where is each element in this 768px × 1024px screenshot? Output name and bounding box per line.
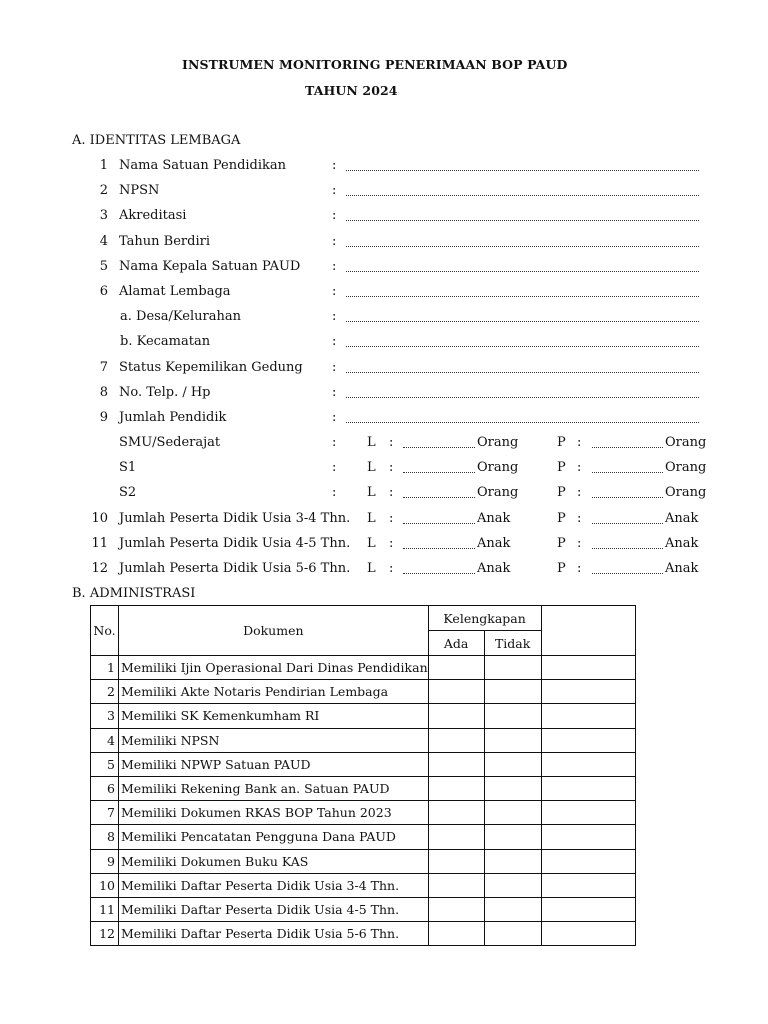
field-number: 6 (99, 284, 108, 299)
male-label: L (367, 435, 376, 450)
field-number: 8 (99, 384, 108, 400)
field-colon: : (332, 233, 337, 249)
tidak-check-cell[interactable] (484, 922, 541, 946)
table-row (91, 849, 636, 873)
document-name: Memiliki Daftar Peserta Didik Usia 5-6 Thn. (119, 922, 429, 946)
fill-in-line[interactable] (346, 170, 699, 171)
field-label: S1 (119, 460, 137, 476)
tidak-check-cell[interactable] (484, 873, 541, 897)
field-label: a. Desa/Kelurahan (120, 309, 241, 325)
fill-in-line[interactable] (346, 372, 699, 373)
field-number: 5 (99, 258, 108, 274)
field-colon: : (389, 510, 394, 526)
table-row (91, 825, 636, 849)
fill-in-line[interactable] (346, 422, 699, 423)
row-number: 8 (91, 825, 119, 849)
field-colon: : (332, 435, 337, 450)
section-a-heading: A. IDENTITAS LEMBAGA (72, 133, 241, 148)
unit-label: Orang (477, 435, 519, 450)
row-number: 11 (91, 897, 119, 921)
tidak-check-cell[interactable] (484, 776, 541, 800)
blank-cell[interactable] (541, 922, 635, 946)
field-label: S2 (119, 485, 137, 501)
field-colon: : (332, 460, 337, 476)
field-colon: : (332, 410, 337, 425)
fill-in-line[interactable] (346, 246, 699, 247)
tidak-check-cell[interactable] (484, 728, 541, 752)
ada-check-cell[interactable] (428, 849, 484, 873)
row-number: 3 (91, 704, 119, 728)
table-row (91, 922, 636, 946)
unit-label: Anak (477, 510, 511, 526)
tidak-check-cell[interactable] (484, 752, 541, 776)
document-name: Memiliki NPSN (119, 728, 429, 752)
unit-label: Orang (665, 435, 707, 450)
section-b-heading: B. ADMINISTRASI (72, 586, 196, 601)
unit-label: Orang (665, 485, 707, 501)
female-label: P (557, 535, 566, 551)
field-label: Jumlah Peserta Didik Usia 3-4 Thn. (119, 510, 351, 526)
female-label: P (557, 460, 566, 476)
female-label: P (557, 561, 566, 576)
field-label: Jumlah Pendidik (119, 410, 227, 425)
ada-check-cell[interactable] (428, 897, 484, 921)
table-row (91, 897, 636, 921)
document-name: Memiliki Daftar Peserta Didik Usia 3-4 Thn. (119, 873, 429, 897)
ada-check-cell[interactable] (428, 656, 484, 680)
document-name: Memiliki Dokumen RKAS BOP Tahun 2023 (119, 801, 429, 825)
table-row (91, 704, 636, 728)
tidak-check-cell[interactable] (484, 825, 541, 849)
field-colon: : (332, 284, 337, 299)
blank-cell[interactable] (541, 680, 635, 704)
column-header-no: No. (91, 606, 119, 656)
column-header-blank (541, 606, 635, 656)
field-colon: : (332, 208, 337, 224)
ada-check-cell[interactable] (428, 752, 484, 776)
field-colon: : (332, 158, 337, 173)
table-row (91, 752, 636, 776)
male-label: L (367, 535, 376, 551)
male-count-line[interactable] (403, 548, 475, 549)
document-name: Memiliki NPWP Satuan PAUD (119, 752, 429, 776)
field-number: 3 (99, 208, 108, 224)
fill-in-line[interactable] (346, 321, 699, 322)
field-number: 11 (91, 535, 108, 551)
row-number: 9 (91, 849, 119, 873)
female-label: P (557, 485, 566, 501)
ada-check-cell[interactable] (428, 922, 484, 946)
page-title: INSTRUMEN MONITORING PENERIMAAN BOP PAUD (182, 57, 568, 72)
field-colon: : (389, 561, 394, 576)
unit-label: Anak (665, 535, 699, 551)
row-number: 4 (91, 728, 119, 752)
field-label: Jumlah Peserta Didik Usia 5-6 Thn. (119, 561, 351, 576)
tidak-check-cell[interactable] (484, 656, 541, 680)
field-label: Status Kepemilikan Gedung (119, 359, 303, 375)
field-colon: : (332, 359, 337, 375)
field-colon: : (332, 384, 337, 400)
field-label: Nama Satuan Pendidikan (119, 158, 287, 173)
blank-cell[interactable] (541, 801, 635, 825)
blank-cell[interactable] (541, 752, 635, 776)
tidak-check-cell[interactable] (484, 704, 541, 728)
ada-check-cell[interactable] (428, 704, 484, 728)
document-name: Memiliki Rekening Bank an. Satuan PAUD (119, 776, 429, 800)
field-colon: : (332, 258, 337, 274)
blank-cell[interactable] (541, 728, 635, 752)
fill-in-line[interactable] (346, 397, 699, 398)
table-row (91, 873, 636, 897)
row-number: 6 (91, 776, 119, 800)
blank-cell[interactable] (541, 656, 635, 680)
field-number: 4 (99, 233, 108, 249)
document-name: Memiliki Dokumen Buku KAS (119, 849, 429, 873)
male-label: L (367, 510, 376, 526)
field-colon: : (577, 435, 582, 450)
row-number: 2 (91, 680, 119, 704)
field-label: Akreditasi (119, 208, 187, 224)
unit-label: Anak (477, 561, 511, 576)
field-number: 9 (99, 410, 108, 425)
field-colon: : (332, 309, 337, 325)
male-count-line[interactable] (403, 573, 475, 574)
document-name: Memiliki Akte Notaris Pendirian Lembaga (119, 680, 429, 704)
ada-check-cell[interactable] (428, 825, 484, 849)
row-number: 7 (91, 801, 119, 825)
field-label: Jumlah Peserta Didik Usia 4-5 Thn. (119, 535, 351, 551)
blank-cell[interactable] (541, 776, 635, 800)
field-label: NPSN (119, 183, 160, 199)
field-colon: : (332, 334, 337, 350)
blank-cell[interactable] (541, 704, 635, 728)
table-row (91, 728, 636, 752)
field-colon: : (577, 485, 582, 501)
female-count-line[interactable] (592, 548, 663, 549)
field-colon: : (389, 435, 394, 450)
tidak-check-cell[interactable] (484, 801, 541, 825)
female-count-line[interactable] (592, 472, 663, 473)
field-colon: : (332, 485, 337, 501)
unit-label: Anak (477, 535, 511, 551)
table-row (91, 656, 636, 680)
table-row (91, 680, 636, 704)
male-label: L (367, 485, 376, 501)
ada-check-cell[interactable] (428, 801, 484, 825)
field-label: No. Telp. / Hp (119, 384, 211, 400)
column-header-ada: Ada (428, 631, 484, 656)
field-label: Tahun Berdiri (119, 233, 210, 249)
field-colon: : (389, 485, 394, 501)
ada-check-cell[interactable] (428, 873, 484, 897)
field-label: SMU/Sederajat (119, 435, 221, 450)
field-colon: : (332, 183, 337, 199)
male-label: L (367, 460, 376, 476)
document-name: Memiliki Ijin Operasional Dari Dinas Pendidikan (119, 656, 429, 680)
field-number: 2 (99, 183, 108, 199)
blank-cell[interactable] (541, 849, 635, 873)
field-colon: : (577, 510, 582, 526)
tidak-check-cell[interactable] (484, 680, 541, 704)
document-name: Memiliki Pencatatan Pengguna Dana PAUD (119, 825, 429, 849)
column-header-tidak: Tidak (484, 631, 541, 656)
document-name: Memiliki SK Kemenkumham RI (119, 704, 429, 728)
field-colon: : (577, 460, 582, 476)
male-count-line[interactable] (403, 447, 475, 448)
row-number: 12 (91, 922, 119, 946)
female-count-line[interactable] (592, 573, 663, 574)
unit-label: Orang (477, 485, 519, 501)
unit-label: Orang (477, 460, 519, 476)
tidak-check-cell[interactable] (484, 897, 541, 921)
fill-in-line[interactable] (346, 346, 699, 347)
table-row (91, 776, 636, 800)
document-name: Memiliki Daftar Peserta Didik Usia 4-5 Thn. (119, 897, 429, 921)
male-count-line[interactable] (403, 472, 475, 473)
male-count-line[interactable] (403, 523, 475, 524)
field-colon: : (389, 535, 394, 551)
female-count-line[interactable] (592, 497, 663, 498)
field-number: 12 (91, 561, 108, 576)
ada-check-cell[interactable] (428, 776, 484, 800)
column-header-kelengkapan: Kelengkapan (428, 606, 541, 631)
field-colon: : (577, 535, 582, 551)
unit-label: Anak (665, 510, 699, 526)
row-number: 1 (91, 656, 119, 680)
field-label: Alamat Lembaga (119, 284, 231, 299)
field-label: Nama Kepala Satuan PAUD (119, 258, 301, 274)
field-label: b. Kecamatan (120, 334, 211, 350)
blank-cell[interactable] (541, 897, 635, 921)
table-row (91, 801, 636, 825)
blank-cell[interactable] (541, 825, 635, 849)
blank-cell[interactable] (541, 873, 635, 897)
female-label: P (557, 435, 566, 450)
field-number: 7 (99, 359, 108, 375)
unit-label: Anak (665, 561, 699, 576)
fill-in-line[interactable] (346, 296, 699, 297)
female-label: P (557, 510, 566, 526)
field-number: 1 (99, 158, 108, 173)
fill-in-line[interactable] (346, 195, 699, 196)
ada-check-cell[interactable] (428, 680, 484, 704)
page-subtitle: TAHUN 2024 (305, 83, 398, 98)
ada-check-cell[interactable] (428, 728, 484, 752)
male-count-line[interactable] (403, 497, 475, 498)
field-number: 10 (91, 510, 108, 526)
fill-in-line[interactable] (346, 271, 699, 272)
field-colon: : (389, 460, 394, 476)
column-header-document: Dokumen (119, 606, 429, 656)
administration-table (90, 605, 636, 946)
row-number: 10 (91, 873, 119, 897)
field-colon: : (577, 561, 582, 576)
row-number: 5 (91, 752, 119, 776)
male-label: L (367, 561, 376, 576)
unit-label: Orang (665, 460, 707, 476)
female-count-line[interactable] (592, 447, 663, 448)
female-count-line[interactable] (592, 523, 663, 524)
tidak-check-cell[interactable] (484, 849, 541, 873)
fill-in-line[interactable] (346, 220, 699, 221)
